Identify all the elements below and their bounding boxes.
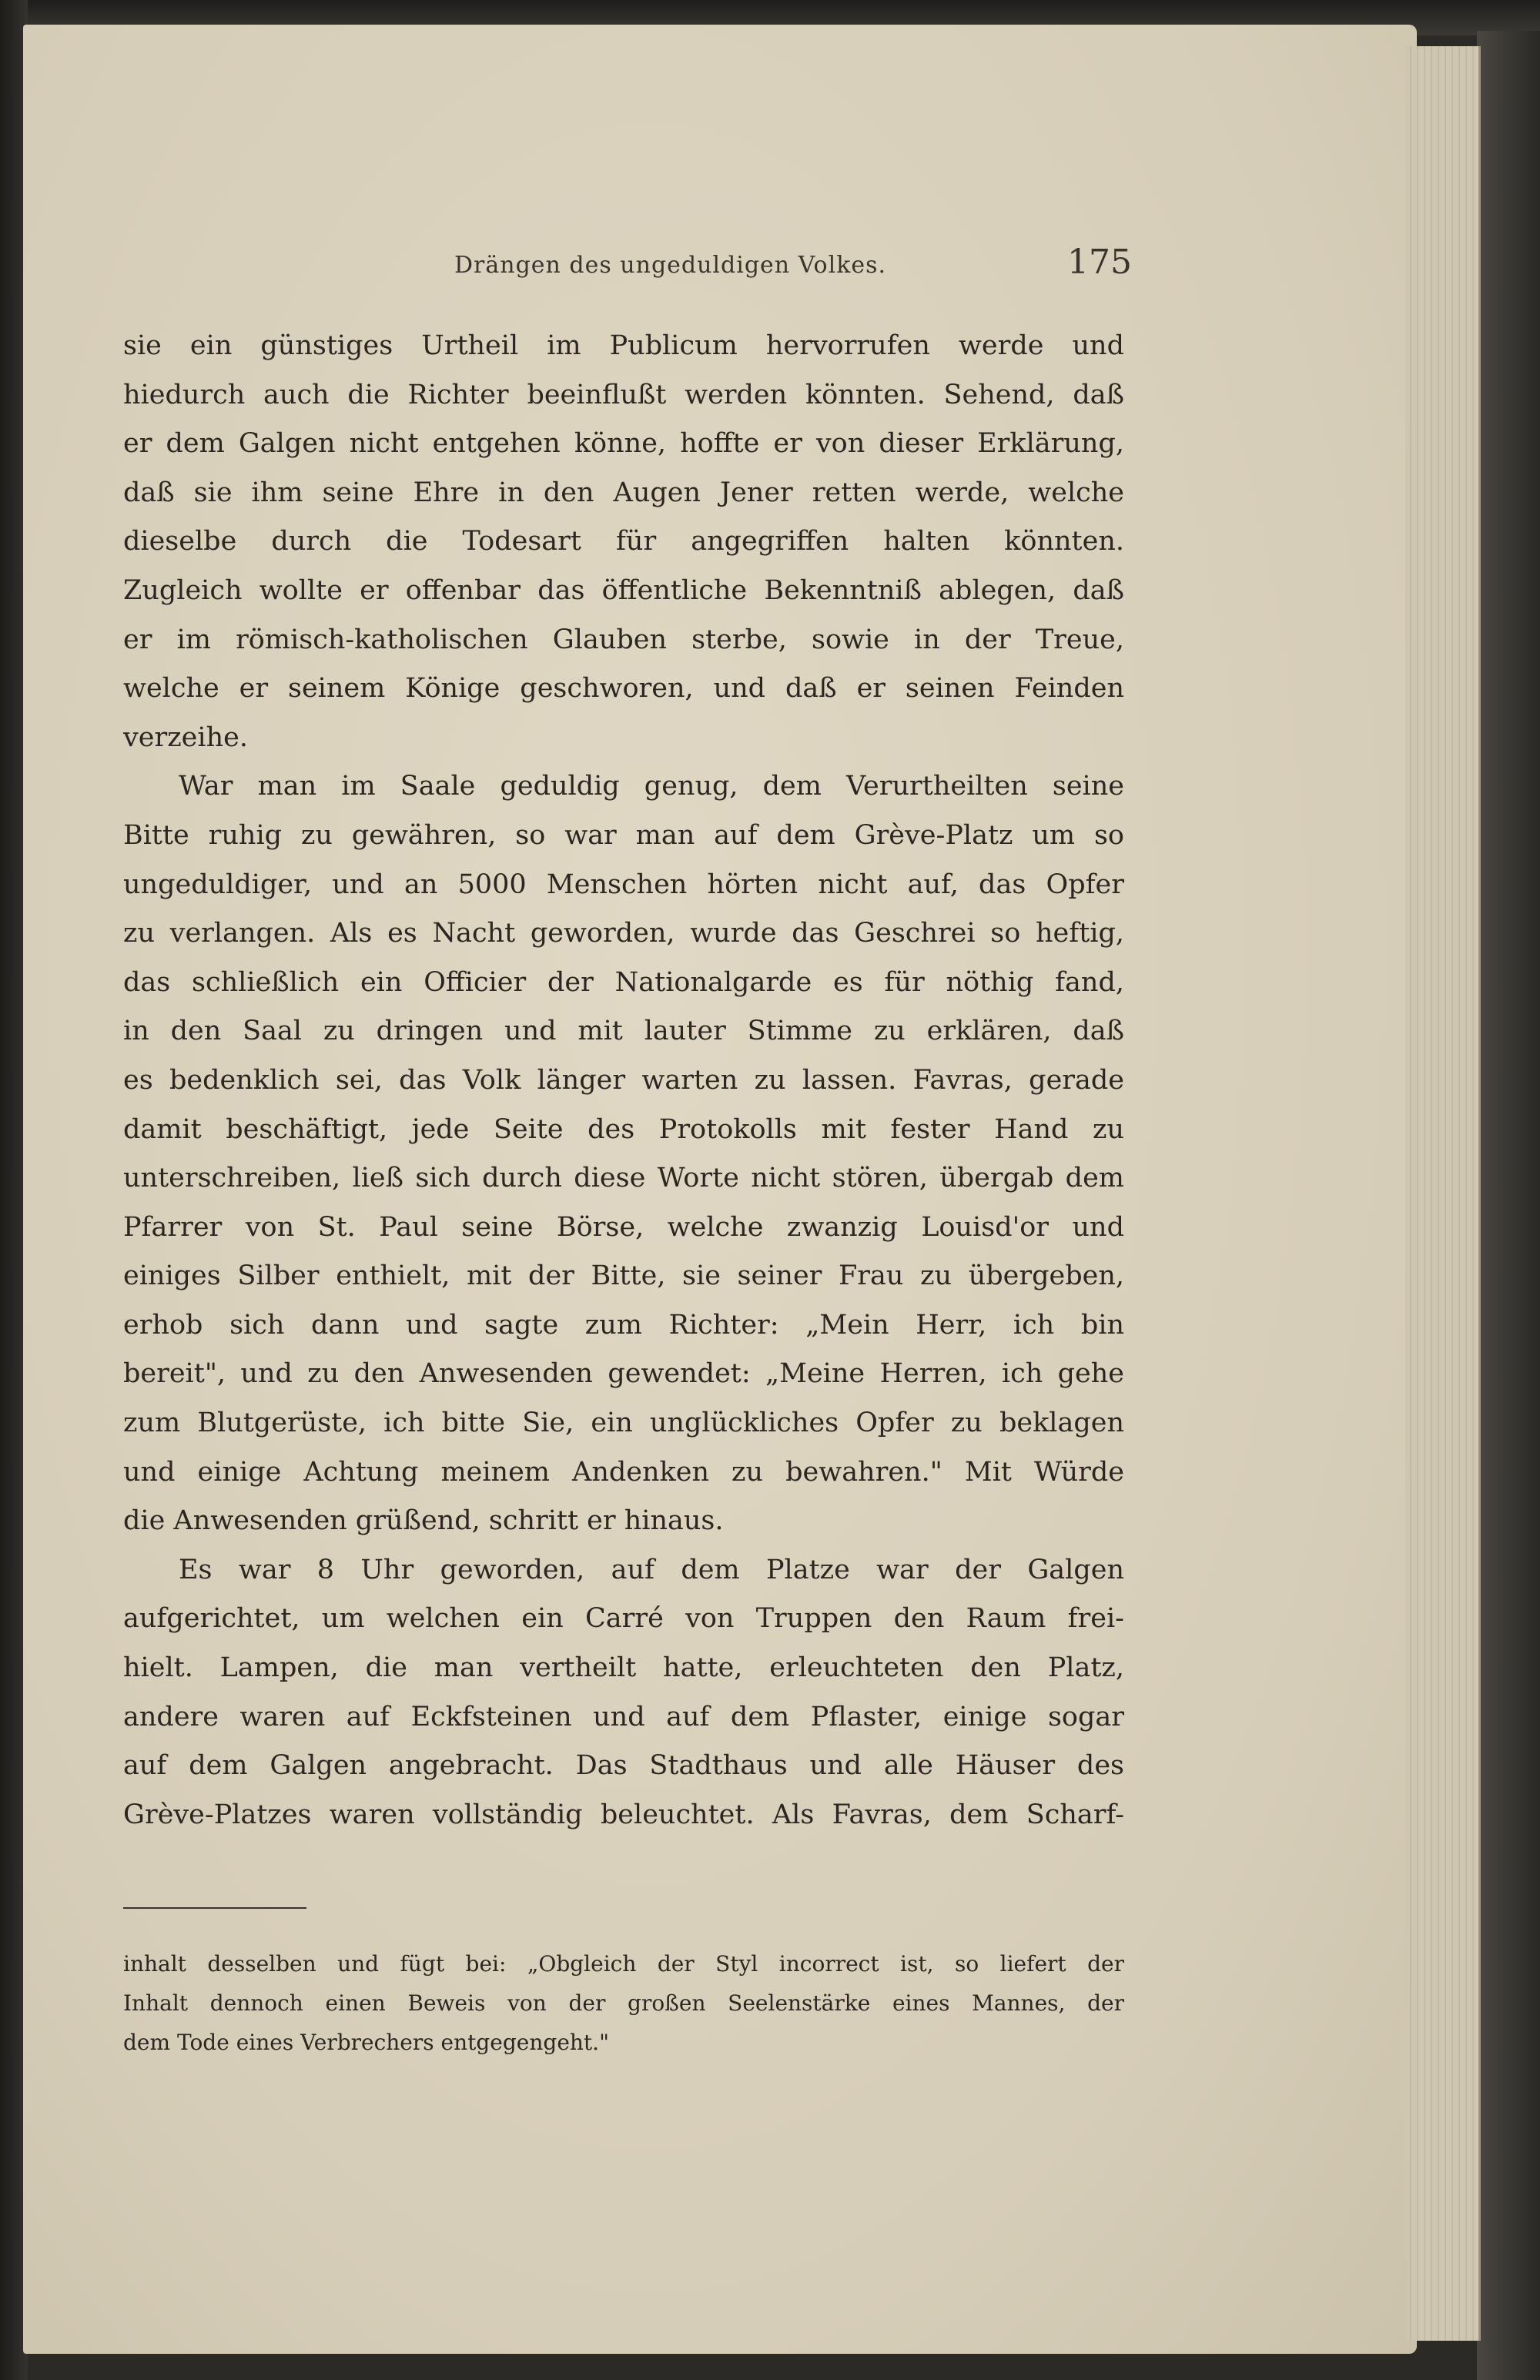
- text-line: Grève-Platzes waren vollständig beleuchtet. Als Favras, dem Scharf-: [123, 1799, 1124, 1830]
- text-line: ungeduldiger, und an 5000 Menschen hörten nicht auf, das Opfer: [123, 869, 1124, 900]
- text-line: unterschreiben, ließ sich durch diese Worte nicht stören, übergab dem: [123, 1163, 1124, 1194]
- text-line: Es war 8 Uhr geworden, auf dem Platze war der Galgen: [179, 1554, 1124, 1585]
- body-text: [123, 322, 1124, 1839]
- text-line: daß sie ihm seine Ehre in den Augen Jener retten werde, welche: [123, 477, 1124, 508]
- text-line: Pfarrer von St. Paul seine Börse, welche zwanzig Louisd'or und: [123, 1211, 1124, 1243]
- text-line: erhob sich dann und sagte zum Richter: „Mein Herr, ich bin: [123, 1309, 1124, 1341]
- text-line: das schließlich ein Officier der Nationalgarde es für nöthig fand,: [123, 966, 1124, 998]
- text-line: er im römisch-katholischen Glauben sterbe, sowie in der Treue,: [123, 624, 1124, 655]
- text-line: in den Saal zu dringen und mit lauter Stimme zu erklären, daß: [123, 1016, 1124, 1047]
- text-line: hiedurch auch die Richter beeinflußt werden könnten. Sehend, daß: [123, 379, 1124, 410]
- footnote: [123, 1944, 1124, 2062]
- page-header: [123, 243, 1132, 289]
- text-line: auf dem Galgen angebracht. Das Stadthaus und alle Häuser des: [123, 1750, 1124, 1782]
- text-line: War man im Saale geduldig genug, dem Verurtheilten seine: [179, 771, 1124, 802]
- running-head: Drängen des ungeduldigen Volkes.: [454, 252, 887, 279]
- page-number: 175: [1067, 243, 1132, 282]
- text-line: zum Blutgerüste, ich bitte Sie, ein unglückliches Opfer zu beklagen: [123, 1408, 1124, 1439]
- text-line: verzeihe.: [123, 721, 248, 753]
- text-line: aufgerichtet, um welchen ein Carré von Truppen den Raum frei-: [123, 1603, 1124, 1635]
- text-line: damit beschäftigt, jede Seite des Protokolls mit fester Hand zu: [123, 1113, 1124, 1145]
- footnote-line: dem Tode eines Verbrechers entgegengeht.": [123, 2030, 609, 2055]
- text-line: andere waren auf Eckfsteinen und auf dem Pflaster, einige sogar: [123, 1701, 1124, 1732]
- footnote-rule: [123, 1907, 306, 1909]
- text-line: und einige Achtung meinem Andenken zu bewahren." Mit Würde: [123, 1456, 1124, 1488]
- text-line: sie ein günstiges Urtheil im Publicum hervorrufen werde und: [123, 330, 1124, 361]
- text-line: einiges Silber enthielt, mit der Bitte, sie seiner Frau zu übergeben,: [123, 1260, 1124, 1292]
- text-line: die Anwesenden grüßend, schritt er hinaus.: [123, 1505, 724, 1537]
- text-line: er dem Galgen nicht entgehen könne, hoffte er von dieser Erklärung,: [123, 428, 1124, 460]
- text-line: welche er seinem Könige geschworen, und daß er seinen Feinden: [123, 673, 1124, 705]
- text-line: Bitte ruhig zu gewähren, so war man auf dem Grève-Platz um so: [123, 819, 1124, 851]
- text-line: es bedenklich sei, das Volk länger warten zu lassen. Favras, gerade: [123, 1064, 1124, 1096]
- text-line: Zugleich wollte er offenbar das öffentliche Bekenntniß ablegen, daß: [123, 574, 1124, 606]
- book-cover-edge: [1477, 31, 1540, 2380]
- text-line: hielt. Lampen, die man vertheilt hatte, erleuchteten den Platz,: [123, 1652, 1124, 1684]
- footnote-line: inhalt desselben und fügt bei: „Obgleich der Styl incorrect ist, so liefert der: [123, 1951, 1124, 1977]
- text-line: dieselbe durch die Todesart für angegriffen halten könnten.: [123, 526, 1124, 557]
- page-stack-edges: [1405, 46, 1481, 2341]
- text-line: zu verlangen. Als es Nacht geworden, wurde das Geschrei so heftig,: [123, 918, 1124, 949]
- text-line: bereit", und zu den Anwesenden gewendet: „Meine Herren, ich gehe: [123, 1358, 1124, 1390]
- footnote-line: Inhalt dennoch einen Beweis von der großen Seelenstärke eines Mannes, der: [123, 1990, 1124, 2016]
